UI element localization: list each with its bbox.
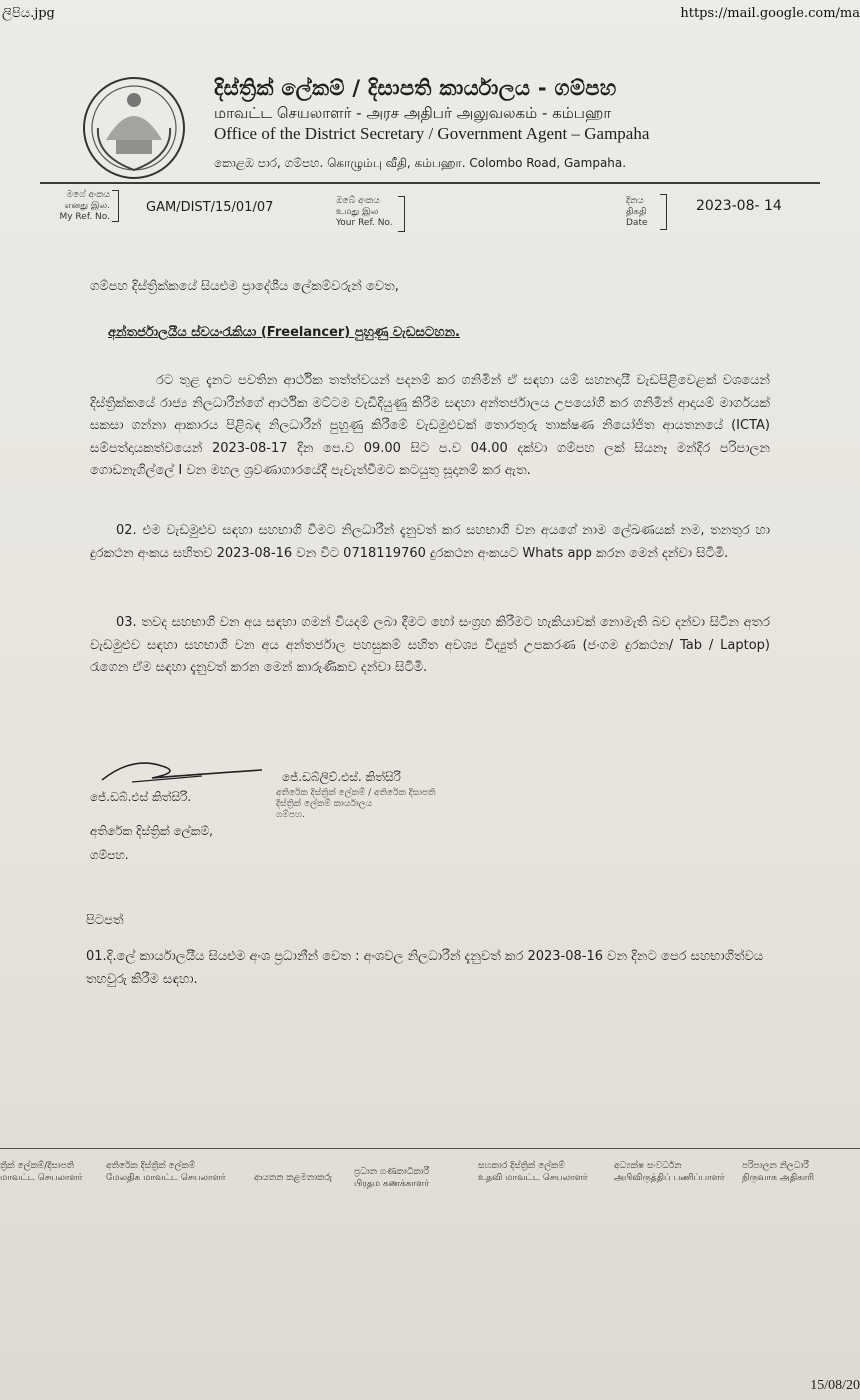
- footer-title-si: පරිපාලන නිලධාරී: [742, 1161, 809, 1171]
- signatory-place: ගම්පහ.: [90, 848, 129, 862]
- footer-contact-2: [106, 1160, 226, 1184]
- footer-title-si: අධ්‍යක්ෂ සංවර්ධන: [614, 1161, 682, 1171]
- addressee: ගම්පහ දිස්ත්‍රික්කයේ සියළුම ප්‍රාදේශීය ලේකම්වරුන් වෙත,: [90, 279, 399, 294]
- paragraph-1: රට තුළ දැනට පවතින ආර්ථික තත්ත්වයන් පදනම් කර ගනිමින් ඒ සඳහා යම් සහනදායී වැඩපිළිවෙළක් වශයෙන් දිස්ත්‍රික්කයේ රාජ්‍ය නිලධාරීන්ගේ ආර්ථික මට්ටම වැඩිදියුණු කිරීම සඳහා අන්තර්ජාලය උපයෝගී කර ගනිමින් ආදායම් මාර්ගයක් සකසා ගන්නා ආකාරය පිළිබඳ නිලධාරීන් පුහුණු කිරීමේ වැඩමුළුවක් තොරතුරු තාක්ෂණ නියෝජිත ආයතනයේ (ICTA) සම්පත්දායකත්වයෙන් 2023-08-17 දින පෙ.ව 09.00 සිට ප.ව 04.00 දක්වා ගම්පහ ලක් සියනෑ මන්දිර පරිපාලන ගොඩනැගිල්ලේ I වන මහල ශ්‍රවණාගාරයේදී පැවැත්වීමට කටයුතු සූදානම් කර ඇත.: [90, 373, 770, 478]
- signatory-name: ජේ.ඩබ්.එස් කිත්සිරි.: [90, 790, 192, 804]
- official-stamp-name: ජේ.ඩබ්ලිව්.එස්. කිත්සිරි: [282, 770, 401, 784]
- ref-bracket: [660, 194, 667, 230]
- footer-contact-1: [0, 1160, 82, 1184]
- ref-bracket: [398, 196, 405, 232]
- your-ref-label: ඔබේ අංකය உமது இல Your Ref. No.: [336, 196, 393, 228]
- footer-divider: [0, 1148, 860, 1149]
- copies-heading: පිටපත්: [86, 913, 124, 928]
- my-ref-label: මගේ අංකය எனது இல. My Ref. No.: [59, 190, 110, 222]
- office-address: කොළඹ පාර, ගම්පහ. கொழும்பு வீதி, கம்பஹா. Colombo Road, Gampaha.: [214, 156, 627, 170]
- letter-date: 2023-08- 14: [696, 198, 782, 214]
- office-name-english: Office of the District Secretary / Government Agent – Gampaha: [214, 124, 650, 143]
- copy-recipient-1: 01.දි.ලේ කාර්යාලයීය සියළුම අංශ ප්‍රධානීන් වෙත : අංශවල නිලධාරීන් දැනුවත් කර 2023-08-16 වන දිනට පෙර සහභාගිත්වය තහවුරු කිරීම සඳහා.: [86, 949, 764, 987]
- official-stamp-title: අතිරේක දිස්ත්‍රික් ලේකම් / අතිරේක දිසාපති දිස්ත්‍රික් ලේකම් කාර්යාලය ගම්පහ.: [276, 788, 436, 820]
- footer-title-si: සහකාර දිස්ත්‍රික් ලේකම්: [478, 1161, 565, 1171]
- ref-bracket: [112, 190, 119, 222]
- footer-title-si: ආයතන කළමනාකරු: [254, 1173, 332, 1183]
- footer-title-ta: அபிவிருத்திப் பணிப்பாளர்: [614, 1173, 725, 1183]
- signatory-title: අතිරේක දිස්ත්‍රික් ලේකම්,: [90, 824, 213, 838]
- office-name-tamil: மாவட்ட செயலாளர் - அரச அதிபர் அலுவலகம் - கம்பஹா: [214, 104, 612, 122]
- footer-title-si: ත්‍රික් ලේකම්/දිසාපති: [0, 1161, 75, 1171]
- footer-title-si: අතිරේක දිස්ත්‍රික් ලේකම්: [106, 1161, 196, 1171]
- my-ref-value: GAM/DIST/15/01/07: [146, 200, 274, 215]
- footer-contact-6: [614, 1160, 725, 1184]
- print-date-stamp: 15/08/20: [810, 1378, 860, 1393]
- letter-subject: අන්තර්ජාලයීය ස්වයංරැකියා (Freelancer) පුහුණු වැඩසටහන.: [108, 325, 460, 340]
- footer-contact-5: [478, 1160, 588, 1184]
- paragraph-2: 02. එම වැඩමුළුව සඳහා සහභාගි වීමට නිලධාරීන් දැනුවත් කර සහභාගි වන අයගේ නාම ලේඛණයක් නම, තනතුර හා දුරකථන අංකය සහිතව 2023-08-16 වන විට 0718119760 දුරකථන අංකයට Whats app කරන මෙන් දන්වා සිටිමි.: [90, 523, 770, 561]
- image-filename: ලිපිය.jpg: [2, 6, 55, 21]
- header-divider: [40, 182, 820, 184]
- paragraph-3: 03. තවද සහභාගි වන අය සඳහා ගමන් වියදම් ලබා දීමට හෝ සංග්‍රහ කිරීමට හැකියාවක් නොමැති බව දන්වා සිටින අතර වැඩමුළුව සඳහා සහභාගි වන අය අන්තර්ජාල පහසුකම් සහිත අවශ්‍ය විද්‍යුත් උපකරණ (ජංගම දුරකථන/ Tab / Laptop) රැගෙන ඒම සඳහා දැනුවත් කරන මෙන් කාරුණිකව දන්වා සිටිමි.: [90, 615, 770, 675]
- footer-title-si: ප්‍රධාන ගණකාධිකාරී: [354, 1167, 430, 1177]
- date-label: දිනය திகதி Date: [626, 196, 648, 228]
- footer-title-ta: பிரதம கணக்காளர்: [354, 1179, 430, 1189]
- source-url[interactable]: https://mail.google.com/ma: [680, 6, 860, 21]
- footer-title-ta: மேலதிக மாவட்ட செயலாளர்: [106, 1173, 226, 1183]
- footer-contact-4: [354, 1166, 429, 1190]
- footer-contact-3: [254, 1172, 332, 1184]
- image-header-bar: [0, 6, 860, 26]
- footer-title-ta: மாவட்ட செயலாளர்: [0, 1173, 83, 1183]
- footer-title-ta: நிருவாக அதிகாரி: [742, 1173, 815, 1183]
- footer-contact-7: [742, 1160, 856, 1184]
- footer-title-ta: உதவி மாவட்ட செயலாளர்: [478, 1173, 588, 1183]
- office-name-sinhala: දිස්ත්‍රික් ලේකම් / දිසාපති කාර්යාලය - ගම්පහ: [214, 76, 617, 100]
- government-emblem-icon: [78, 74, 190, 182]
